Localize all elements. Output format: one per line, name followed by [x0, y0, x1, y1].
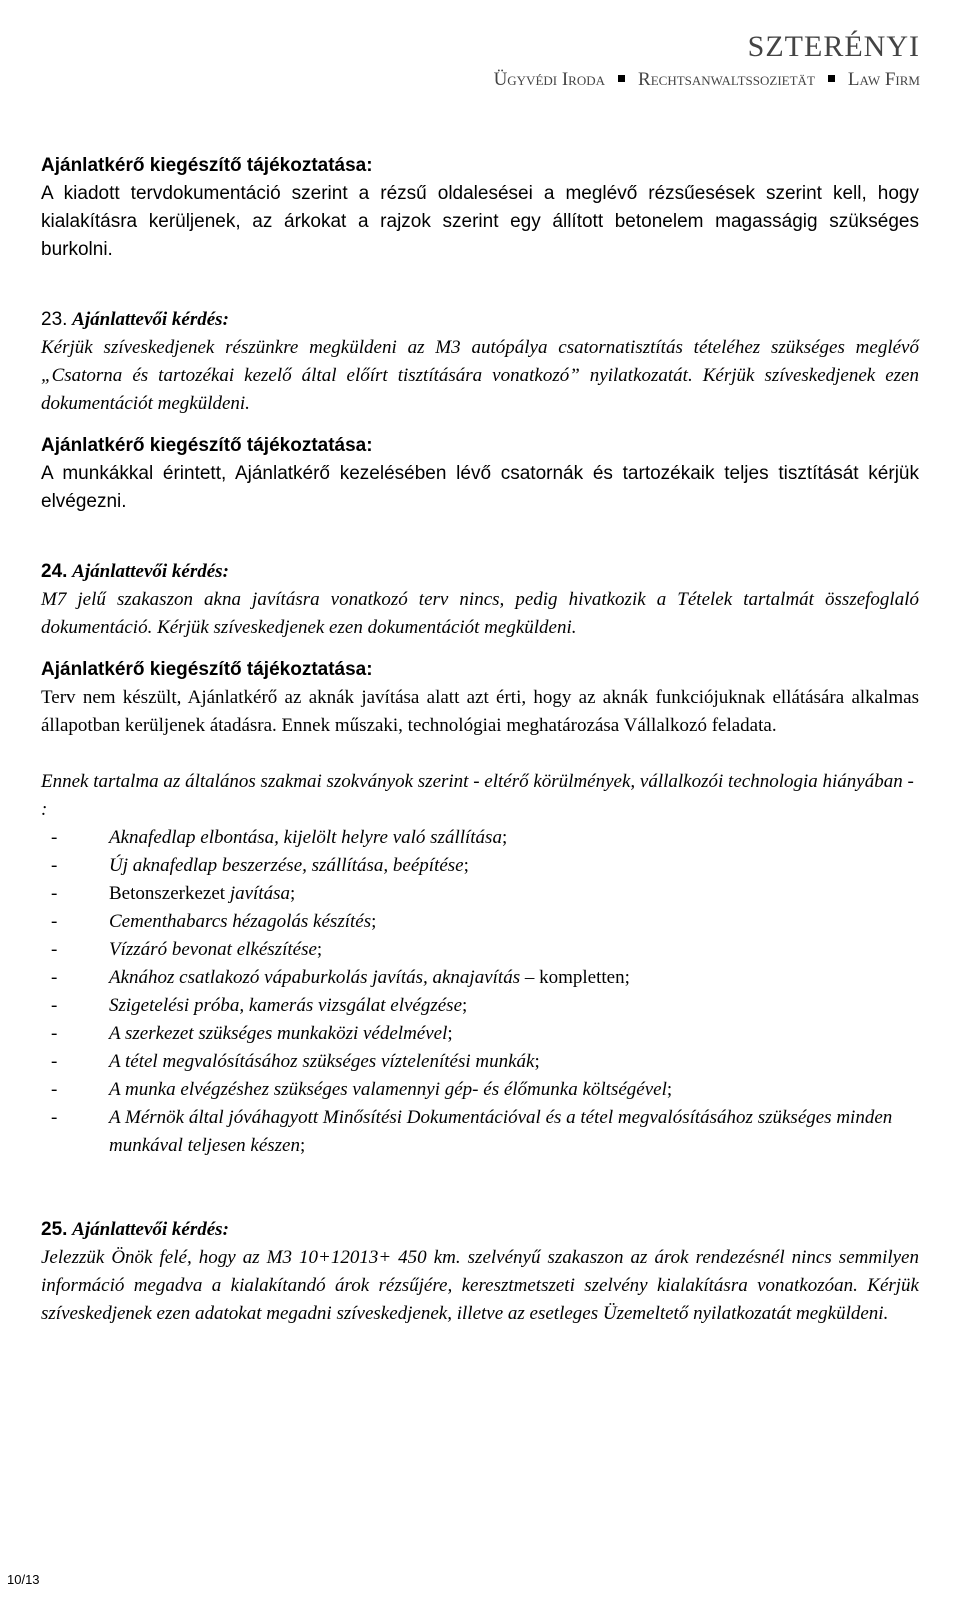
answer-heading: Ajánlatkérő kiegészítő tájékoztatása: — [41, 155, 373, 176]
firm-sub-hu: Ügyvédi Iroda — [493, 69, 606, 90]
work-items-list — [41, 824, 919, 1160]
answer-intro: Ennek tartalma az általános szakmai szokványok szerint - eltérő körülmények, vállalkozói technologia hiányában - : — [41, 771, 914, 820]
square-bullet-icon — [618, 75, 625, 82]
question-title: Ajánlattevői kérdés: — [72, 1219, 229, 1240]
document-body — [41, 152, 919, 1328]
question-text: M7 jelű szakaszon akna javításra vonatkozó terv nincs, pedig hivatkozik a Tételek tartalmát összefoglaló dokumentáció. Kérjük szíveskedjenek ezen dokumentációt megküldeni. — [41, 589, 919, 638]
question-text: Jelezzük Önök felé, hogy az M3 10+12013+ 450 km. szelvényű szakaszon az árok rendezésnél nincs semmilyen információ megadva a kialakítandó árok rézsűjére, keresztmetszeti szelvény kialakításra vonatkozóan. Kérjük szíveskedjenek ezen adatokat megadni szíveskedjenek, illetve az esetleges Üzemeltető nyilatkozatát megküldeni. — [41, 1247, 919, 1324]
question-number: 24. — [41, 561, 68, 582]
answer-text: A kiadott tervdokumentáció szerint a rézsű oldalesései a meglévő rézsűesések szerint kell, hogy kialakításra kerüljenek, az árkokat a rajzok szerint egy állított betonelem magasságig szükséges burkolni. — [41, 183, 919, 260]
question-text: Kérjük szíveskedjenek részünkre megküldeni az M3 autópálya csatornatisztítás tételéhez szükséges meglévő „Csatorna és tartozékai kezelő által előírt tisztítására vonatkozó” nyilatkozatát. Kérjük szíveskedjenek ezen dokumentációt megküldeni. — [41, 337, 919, 414]
question-title: Ajánlattevői kérdés: — [72, 561, 229, 582]
list-item: - A munka elvégzéshez szükséges valamennyi gép- és élőmunka költségével; — [51, 1079, 673, 1100]
question-heading — [41, 558, 919, 586]
list-item: - Vízzáró bevonat elkészítése; — [51, 939, 323, 960]
answer-heading: Ajánlatkérő kiegészítő tájékoztatása: — [41, 659, 373, 680]
firm-subtitle — [494, 68, 920, 92]
answer-heading: Ajánlatkérő kiegészítő tájékoztatása: — [41, 435, 373, 456]
letterhead — [494, 30, 920, 92]
question-title: Ajánlattevői kérdés: — [72, 309, 229, 330]
list-item: - Aknafedlap elbontása, kijelölt helyre való szállítása; — [51, 827, 508, 848]
list-item: - A szerkezet szükséges munkaközi védelmével; — [51, 1023, 453, 1044]
list-item: - Betonszerkezet javítása; — [51, 883, 296, 904]
list-item: - Szigetelési próba, kamerás vizsgálat elvégzése; — [51, 995, 468, 1016]
firm-sub-en: Law Firm — [847, 69, 920, 90]
page-number: 10/13 — [7, 1572, 40, 1587]
list-item: - A Mérnök által jóváhagyott Minősítési Dokumentációval és a tétel megvalósításához szükséges minden munkával teljesen készen; — [51, 1107, 893, 1156]
question-number: 23. — [41, 309, 68, 330]
square-bullet-icon — [828, 75, 835, 82]
question-heading — [41, 306, 919, 334]
answer-text: A munkákkal érintett, Ajánlatkérő kezelésében lévő csatornák és tartozékaik teljes tisztítását kérjük elvégezni. — [41, 463, 919, 512]
question-heading — [41, 1216, 919, 1244]
question-number: 25. — [41, 1219, 68, 1240]
list-item: - Új aknafedlap beszerzése, szállítása, beépítése; — [51, 855, 469, 876]
list-item: - Aknához csatlakozó vápaburkolás javítás, aknajavítás – kompletten; — [51, 967, 630, 988]
list-item: - Cementhabarcs hézagolás készítés; — [51, 911, 377, 932]
answer-text: Terv nem készült, Ajánlatkérő az aknák javítása alatt azt érti, hogy az aknák funkciójuknak ellátására alkalmas állapotban kerüljenek átadásra. Ennek műszaki, technológiai meghatározása Vállalkozó feladata. — [41, 687, 919, 736]
firm-name: SZTERÉNYI — [747, 30, 920, 63]
firm-sub-de: Rechtsanwaltssozietät — [638, 69, 815, 90]
list-item: - A tétel megvalósításához szükséges víztelenítési munkák; — [51, 1051, 540, 1072]
